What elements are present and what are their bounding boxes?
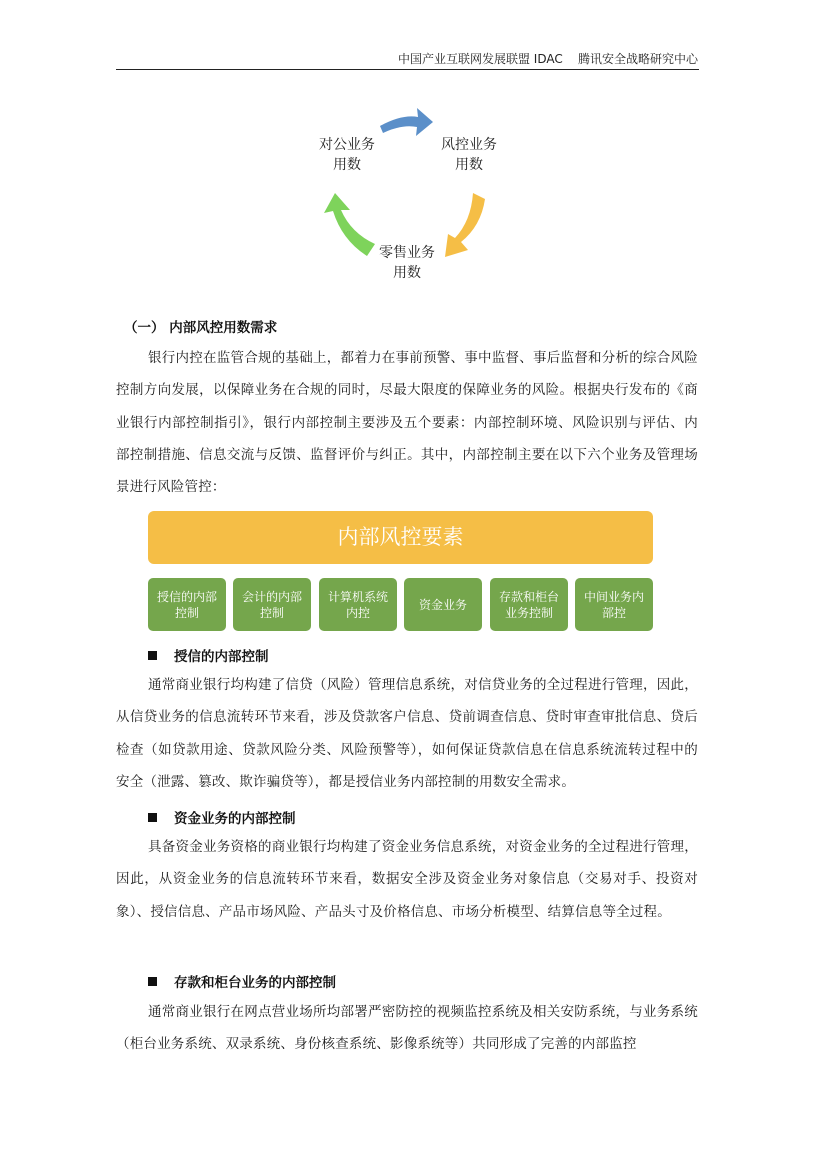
cycle-node-line1: 零售业务: [379, 245, 435, 261]
risk-box-deposit: [490, 578, 568, 631]
item-title-text: 存款和柜台业务的内部控制: [174, 975, 336, 991]
item-title-credit: [148, 645, 269, 665]
risk-box-line1: 存款和柜台: [498, 589, 559, 604]
cycle-node-corporate: [309, 135, 385, 175]
cycle-arrow-blue: [380, 108, 433, 136]
item-text-credit: 通常商业银行均构建了信贷（风险）管理信息系统，对信贷业务的全过程进行管理，因此，从信贷业务的信息流转环节来看，涉及贷款客户信息、贷前调查信息、贷时审查审批信息、贷后检查（如贷款用途、贷款风险分类、风险预警等），如何保证贷款信息在信息系统流转过程中的安全（泄露、篡改、欺诈骗贷等），都是授信业务内部控制的用数安全需求。: [116, 677, 698, 790]
risk-box-line1: 授信的内部: [156, 589, 217, 604]
cycle-diagram: [0, 0, 814, 300]
cycle-node-line2: 用数: [455, 157, 483, 173]
cycle-node-line2: 用数: [333, 157, 361, 173]
risk-box-line2: 业务控制: [504, 605, 553, 620]
cycle-arrow-green: [324, 193, 375, 256]
item-text-deposit: 通常商业银行在网点营业场所均部署严密防控的视频监控系统及相关安防系统，与业务系统（柜台业务系统、双录系统、身份核查系统、影像系统等）共同形成了完善的内部监控: [116, 1004, 698, 1053]
risk-box-line2: 控制: [174, 605, 199, 620]
bullet-square-icon: [148, 813, 157, 822]
cycle-node-line1: 对公业务: [319, 137, 375, 153]
risk-box-line2: 部控: [601, 605, 626, 620]
item-title-text: 资金业务的内部控制: [174, 811, 296, 827]
risk-box-line2: 控制: [259, 605, 284, 620]
cycle-arrow-yellow: [445, 193, 485, 257]
bullet-square-icon: [148, 977, 157, 986]
cycle-node-line1: 风控业务: [441, 137, 497, 153]
risk-box-line1: 计算机系统: [327, 589, 388, 604]
cycle-node-line2: 用数: [393, 265, 421, 281]
item-title-funds: [148, 807, 296, 827]
risk-box-line1: 会计的内部: [241, 589, 302, 604]
item-text-funds: 具备资金业务资格的商业银行均构建了资金业务信息系统，对资金业务的全过程进行管理，因此，从资金业务的信息流转环节来看，数据安全涉及资金业务对象信息（交易对手、投资对象）、授信信息、产品市场风险、产品头寸及价格信息、市场分析模型、结算信息等全过程。: [116, 839, 698, 920]
item-title-text: 授信的内部控制: [174, 649, 269, 665]
risk-box-credit: [148, 578, 226, 631]
item-title-deposit: [148, 971, 336, 991]
risk-box-line1: 资金业务: [418, 597, 467, 612]
risk-box-line2: 内控: [345, 605, 370, 620]
risk-box-funds: [404, 578, 482, 631]
section-intro: 银行内控在监管合规的基础上，都着力在事前预警、事中监督、事后监督和分析的综合风险控制方向发展，以保障业务在合规的同时，尽最大限度的保障业务的风险。根据央行发布的《商业银行内部控制指引》，银行内部控制主要涉及五个要素：内部控制环境、风险识别与评估、内部控制措施、信息交流与反馈、监督评价与纠正。其中，内部控制主要在以下六个业务及管理场景进行风险管控：: [116, 350, 698, 496]
section-title: （一） 内部风控用数需求: [124, 320, 278, 336]
risk-box-accounting: [233, 578, 311, 631]
risk-box-computer: [319, 578, 397, 631]
risk-banner: 内部风控要素: [148, 511, 653, 564]
page-header: 中国产业互联网发展联盟 IDAC 腾讯安全战略研究中心: [397, 52, 698, 66]
risk-box-line1: 中间业务内: [583, 589, 644, 604]
bullet-square-icon: [148, 651, 157, 660]
cycle-node-retail: [369, 243, 445, 283]
risk-box-intermediary: [575, 578, 653, 631]
cycle-node-risk: [431, 135, 507, 175]
